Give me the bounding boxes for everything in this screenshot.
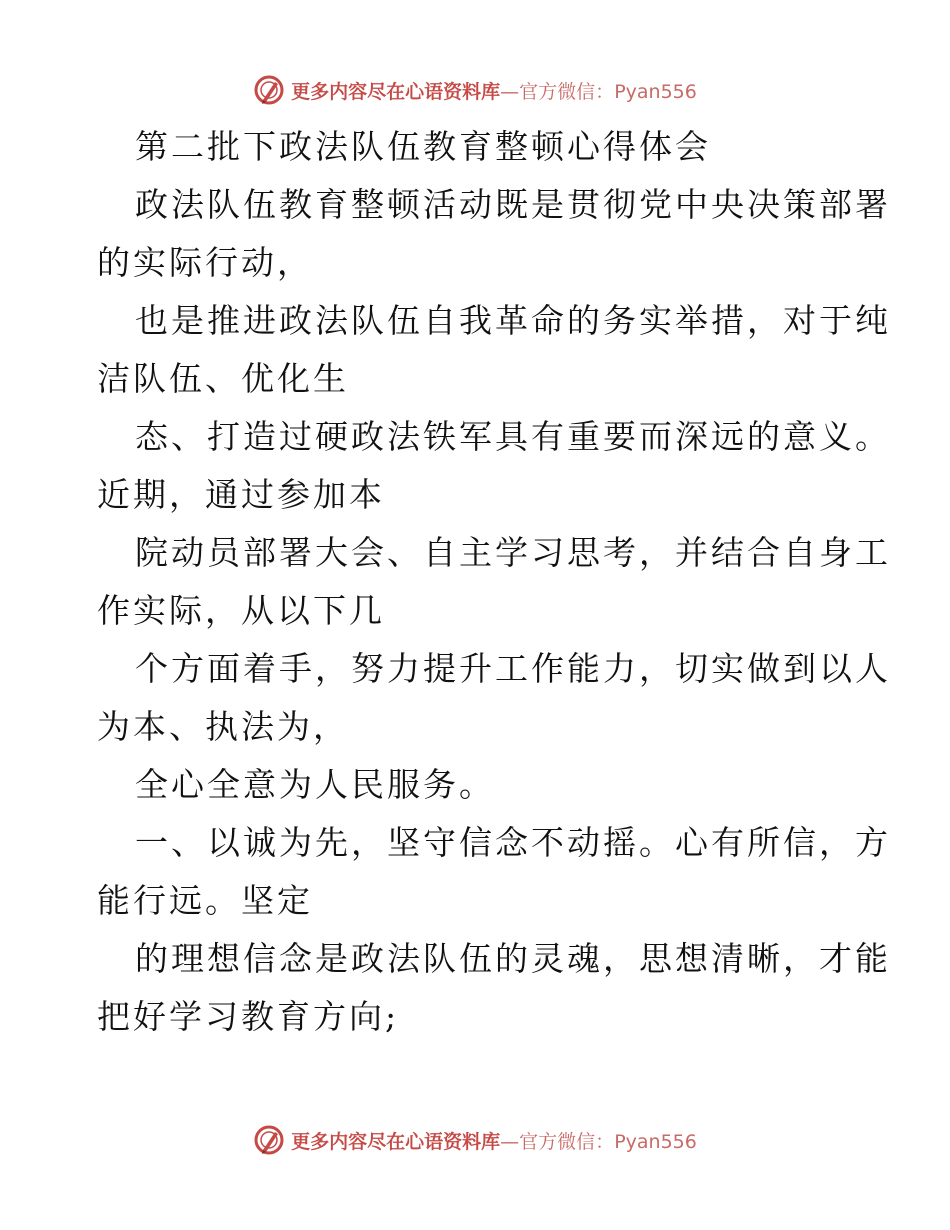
header-banner bbox=[0, 70, 950, 110]
paragraph: 个方面着手，努力提升工作能力，切实做到以人 为本、执法为， bbox=[97, 649, 891, 746]
paragraph: 政法队伍教育整顿活动既是贯彻党中央决策部署 的实际行动， bbox=[97, 185, 891, 282]
paragraph: 全心全意为人民服务。 bbox=[135, 765, 495, 804]
pen-logo-icon bbox=[253, 1124, 285, 1156]
paragraph: 的理想信念是政法队伍的灵魂，思想清晰，才能 把好学习教育方向; bbox=[97, 939, 891, 1036]
footer-banner bbox=[0, 1120, 950, 1160]
document-body bbox=[97, 118, 891, 1046]
paragraph: 也是推进政法队伍自我革命的务实举措，对于纯 洁队伍、优化生 bbox=[97, 301, 891, 398]
document-title: 第二批下政法队伍教育整顿心得体会 bbox=[135, 127, 711, 166]
banner-text: 更多内容尽在心语资料库—官方微信：Pyan556 bbox=[291, 80, 697, 103]
banner-text: 更多内容尽在心语资料库—官方微信：Pyan556 bbox=[291, 1130, 697, 1153]
paragraph: 院动员部署大会、自主学习思考，并结合自身工 作实际，从以下几 bbox=[97, 533, 891, 630]
paragraph: 态、打造过硬政法铁军具有重要而深远的意义。 近期，通过参加本 bbox=[97, 417, 891, 514]
pen-logo-icon bbox=[253, 74, 285, 106]
section-heading-paragraph: 一、以诚为先，坚守信念不动摇。心有所信，方 能行远。坚定 bbox=[97, 823, 891, 920]
